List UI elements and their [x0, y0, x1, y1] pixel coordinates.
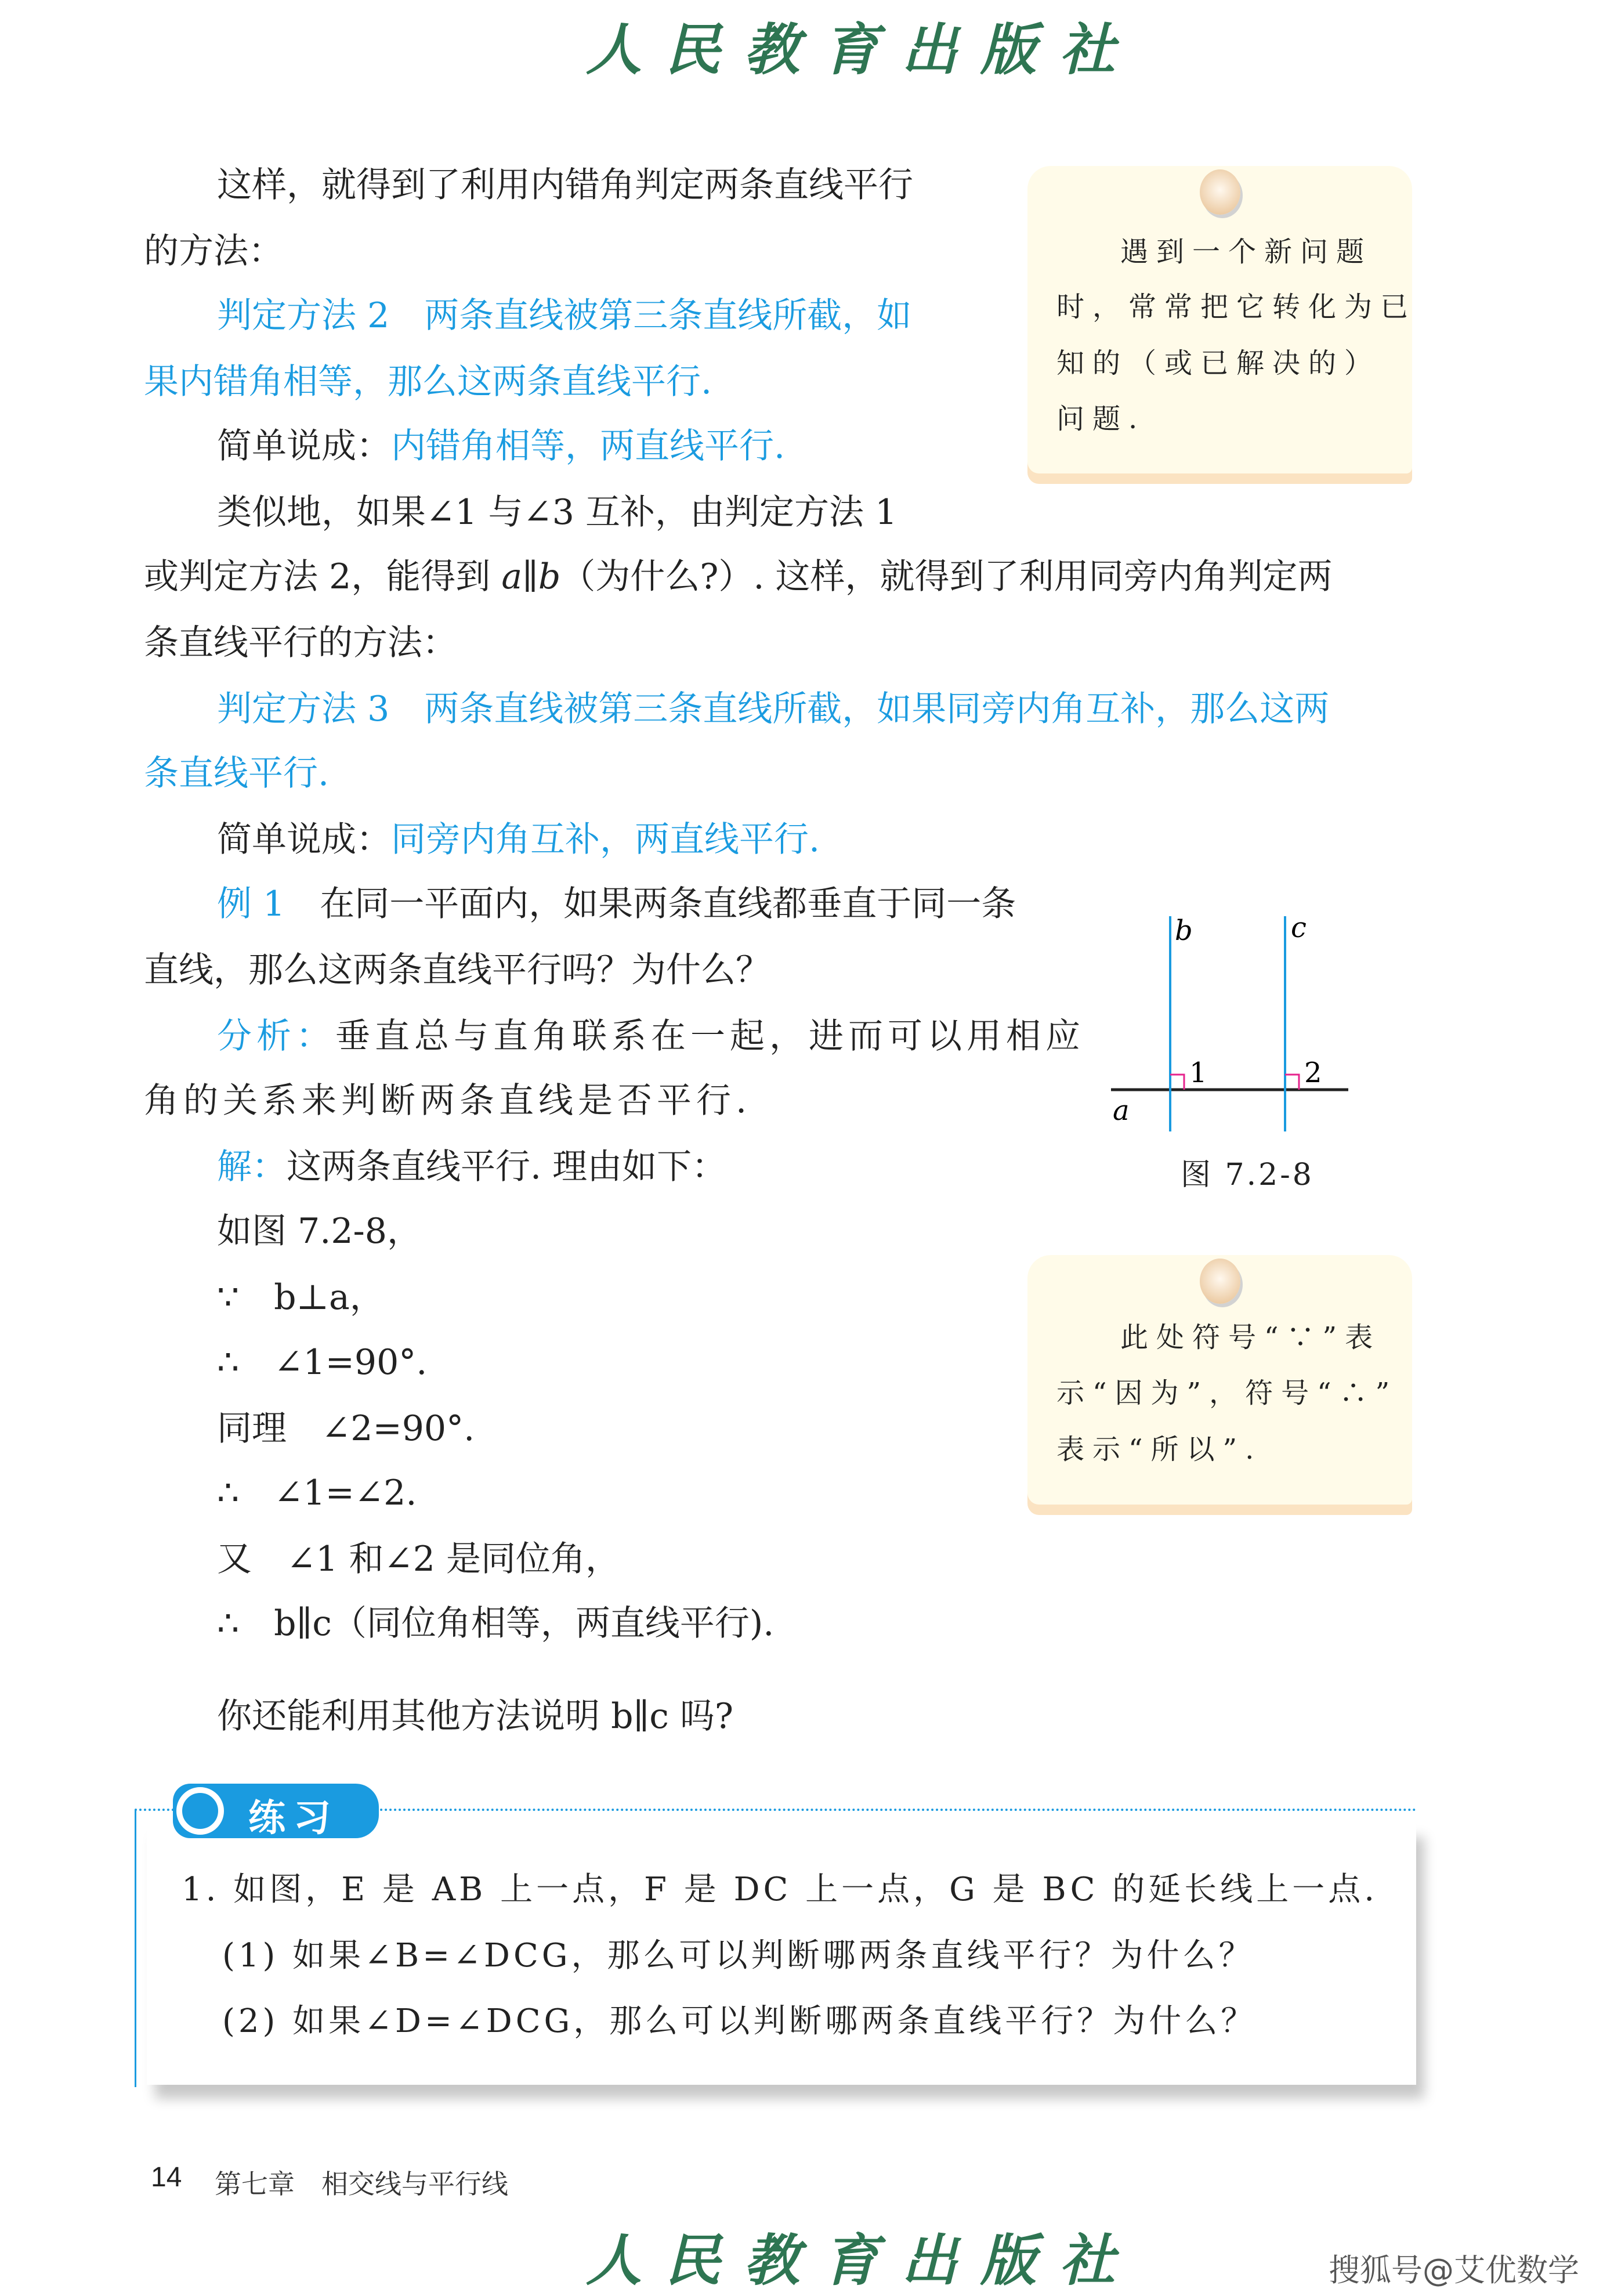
- right-angle-mark-1: [1170, 1075, 1184, 1090]
- text: 或判定方法 2，能得到: [144, 556, 502, 597]
- method-3-cont: 条直线平行.: [144, 753, 330, 794]
- right-angle-mark-2: [1285, 1075, 1299, 1090]
- proof-line: 如图 7.2-8，: [217, 1211, 422, 1252]
- note-line: 知的（或已解决的）: [1056, 347, 1381, 379]
- example-label: 例 1: [217, 884, 285, 924]
- pin-icon: [1200, 1259, 1240, 1304]
- analysis-label: 分析：: [217, 1016, 335, 1057]
- note-line: 表示“所以”.: [1056, 1433, 1262, 1466]
- exercise-item: (2) 如果∠D=∠DCG，那么可以判断哪两条直线平行？为什么？: [222, 2002, 1257, 2040]
- method-2-cont: 果内错角相等，那么这两条直线平行.: [144, 361, 712, 402]
- example-cont: 直线，那么这两条直线平行吗？为什么？: [144, 950, 770, 990]
- note-line: 示“因为”，符号“∴”: [1056, 1377, 1398, 1409]
- note-line: 此处符号“∵”表: [1120, 1321, 1381, 1354]
- label-angle-2: 2: [1304, 1057, 1322, 1089]
- exercise-item: 1. 如图，E 是 AB 上一点，F 是 DC 上一点，G 是 BC 的延长线上一点.: [182, 1871, 1378, 1908]
- paragraph: 这样，就得到了利用内错角判定两条直线平行: [217, 165, 913, 205]
- divider: [135, 1809, 136, 2087]
- summary-lead: 简单说成：: [217, 819, 391, 860]
- proof-line: ∴ ∠1=∠2.: [217, 1473, 417, 1513]
- sticky-note: [1027, 1255, 1412, 1505]
- proof-line: 又 ∠1 和∠2 是同位角，: [217, 1539, 621, 1579]
- analysis-text: 垂直总与直角联系在一起，进而可以用相应: [335, 1016, 1085, 1057]
- solution-text: 这两条直线平行. 理由如下：: [287, 1147, 727, 1187]
- label-c: c: [1291, 912, 1307, 944]
- method-text: 两条直线被第三条直线所截，如果同旁内角互补，那么这两: [424, 689, 1330, 729]
- note-line: 遇到一个新问题: [1120, 236, 1373, 268]
- solution-label: 解：: [217, 1147, 287, 1187]
- paragraph: [144, 554, 1333, 600]
- exercise-item: (1) 如果∠B=∠DCG，那么可以判断哪两条直线平行？为什么？: [222, 1937, 1255, 1975]
- figure-caption: 图 7.2-8: [1181, 1158, 1314, 1192]
- note-line: 问题.: [1056, 403, 1146, 435]
- question: 你还能利用其他方法说明 b∥c 吗?: [217, 1696, 734, 1737]
- label-a: a: [1113, 1094, 1130, 1127]
- paragraph: 类似地，如果∠1 与∠3 互补，由判定方法 1: [217, 492, 898, 533]
- note-line: 时，常常把它转化为已: [1056, 291, 1417, 323]
- solution: [217, 1144, 726, 1190]
- paragraph: 的方法：: [144, 231, 283, 272]
- method-3: [217, 686, 1329, 732]
- summary-text: 同旁内角互补，两直线平行.: [391, 819, 820, 860]
- label-angle-1: 1: [1189, 1057, 1207, 1089]
- sticky-note: [1027, 166, 1417, 473]
- exercise-box: [147, 1823, 1416, 2085]
- text: （为什么?）. 这样，就得到了利用同旁内角判定两: [560, 556, 1333, 597]
- analysis: [217, 1013, 1085, 1060]
- example-text: 在同一平面内，如果两条直线都垂直于同一条: [320, 884, 1016, 924]
- method-text: 两条直线被第三条直线所截，如: [424, 295, 912, 336]
- method-2: [217, 292, 911, 339]
- proof-line: ∴ ∠1=90°.: [217, 1342, 428, 1383]
- exercise-title: 练习: [248, 1797, 339, 1840]
- pin-icon: [1200, 169, 1240, 215]
- label-b: b: [1175, 914, 1193, 947]
- summary-lead: 简单说成：: [217, 426, 391, 467]
- proof-line: 同理 ∠2=90°.: [217, 1408, 475, 1449]
- math: a∥b: [501, 556, 561, 597]
- page-number: 14: [151, 2162, 182, 2193]
- publisher-logo: 人民教育出版社: [586, 17, 1138, 82]
- example: [217, 881, 1016, 927]
- summary: [217, 816, 820, 863]
- publisher-logo: 人民教育出版社: [586, 2228, 1138, 2293]
- summary-text: 内错角相等，两直线平行.: [391, 426, 786, 467]
- watermark: 搜狐号@艾优数学: [1329, 2252, 1579, 2288]
- analysis-cont: 角的关系来判断两条直线是否平行.: [144, 1080, 752, 1121]
- exercise-icon: [176, 1787, 224, 1835]
- figure-7-2-8: [1102, 905, 1358, 1149]
- proof-line: ∵ b⊥a，: [217, 1277, 385, 1318]
- exercise-tab: [173, 1784, 379, 1838]
- method-label: 判定方法 2: [217, 295, 390, 336]
- proof-line: ∴ b∥c（同位角相等，两直线平行).: [217, 1603, 775, 1644]
- method-label: 判定方法 3: [217, 689, 390, 729]
- paragraph: 条直线平行的方法：: [144, 623, 457, 663]
- summary: [217, 423, 785, 469]
- chapter-title: 第七章 相交线与平行线: [215, 2168, 508, 2200]
